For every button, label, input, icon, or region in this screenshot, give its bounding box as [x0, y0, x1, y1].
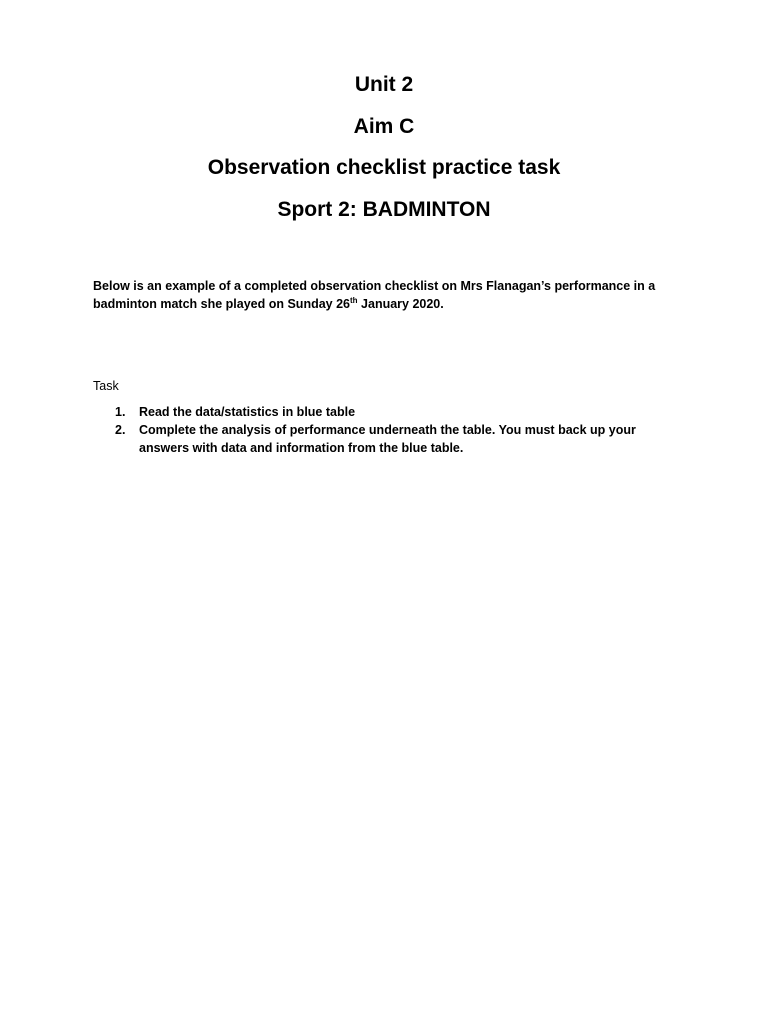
task-list-item	[93, 403, 653, 421]
task-item-number: 1.	[115, 405, 126, 419]
intro-text-end: January 2020.	[357, 297, 444, 311]
task-list	[93, 403, 653, 457]
sport-heading: Sport 2: BADMINTON	[277, 198, 491, 221]
task-list-item	[93, 421, 653, 457]
intro-text-main: Below is an example of a completed observation checklist on Mrs Flanagan’s performance in a badminton match she played on Sunday 26	[93, 279, 656, 311]
task-item-text: Complete the analysis of performance underneath the table. You must back up your answers with data and information from the blue table.	[139, 423, 636, 455]
task-title-heading: Observation checklist practice task	[207, 156, 561, 179]
unit-heading: Unit 2	[354, 73, 414, 96]
task-item-text: Read the data/statistics in blue table	[139, 405, 356, 419]
intro-paragraph	[93, 277, 673, 313]
task-item-number: 2.	[115, 423, 126, 437]
aim-heading: Aim C	[353, 115, 415, 138]
task-label: Task	[93, 379, 119, 393]
date-ordinal-suffix: th	[350, 295, 358, 305]
